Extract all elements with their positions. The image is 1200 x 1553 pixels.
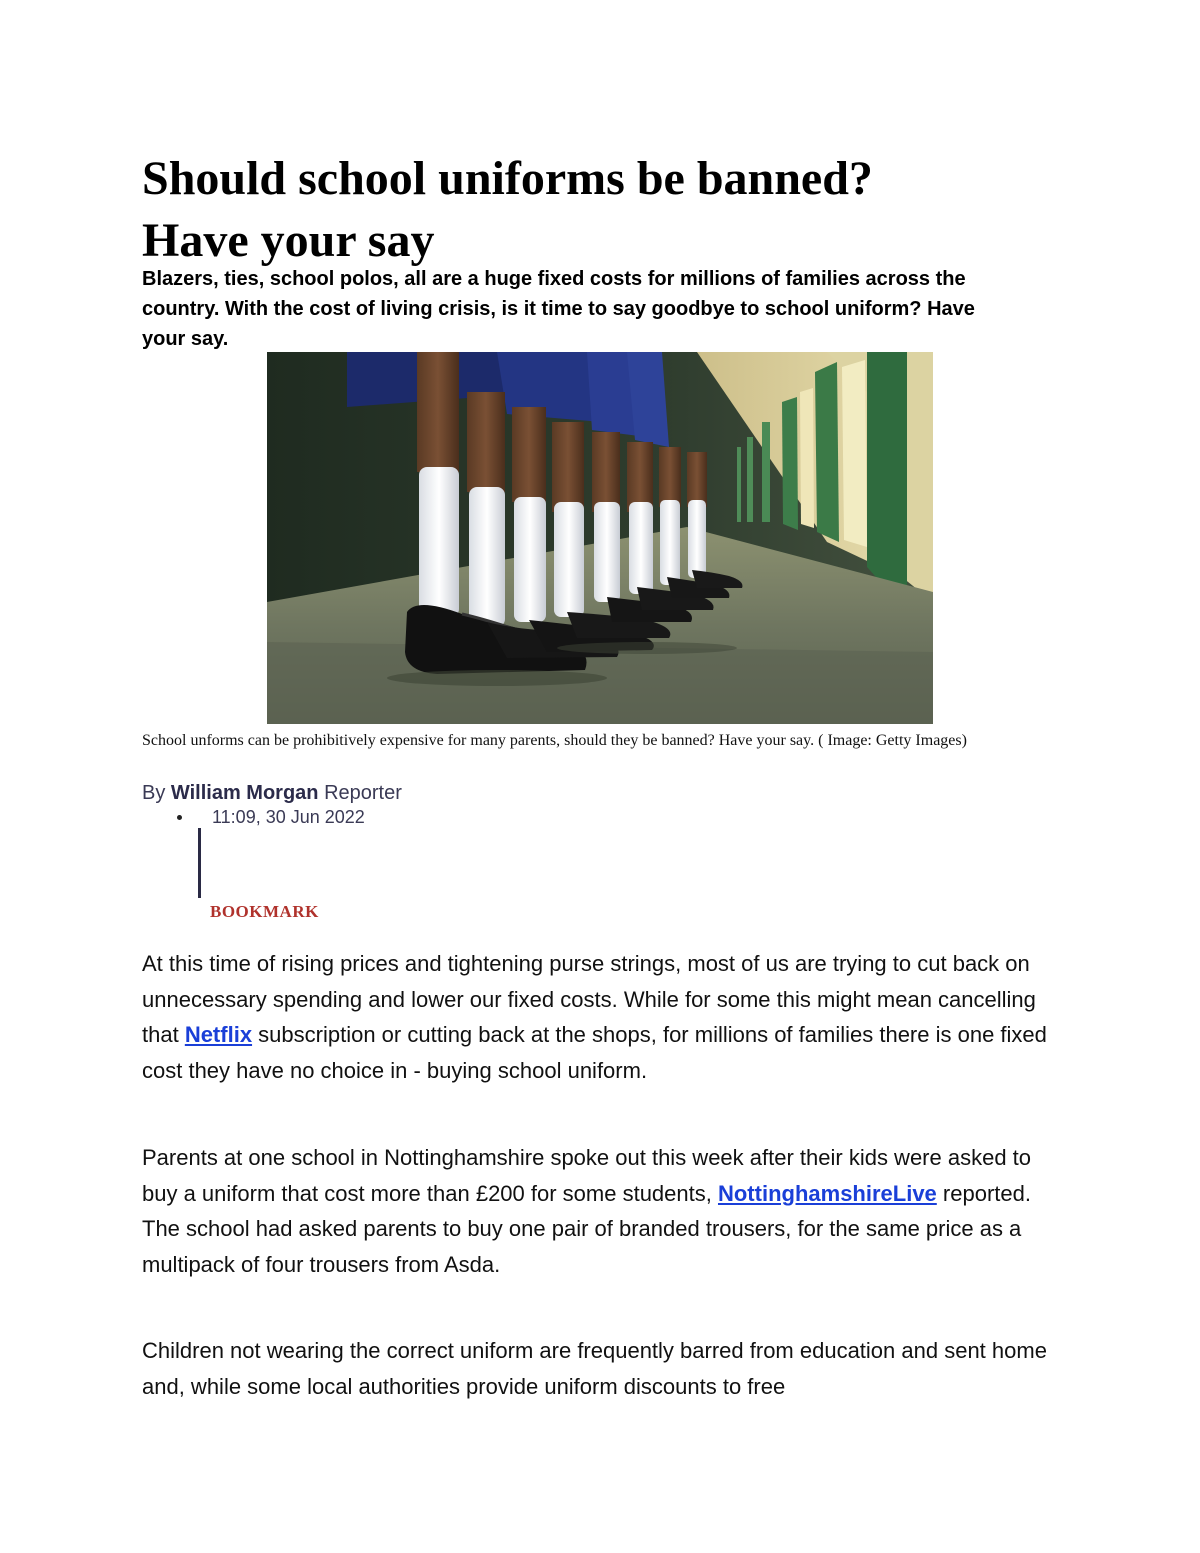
headline-line-2: Have your say xyxy=(142,214,435,267)
article-paragraph-2 xyxy=(142,1140,1067,1282)
byline-prefix: By xyxy=(142,782,166,804)
paragraph-1-text-before: At this time of rising prices and tightening purse strings, most of us are trying to cut back on unnecessary spending and lower our fixed costs. While for some this might mean cancelling that xyxy=(142,951,1036,1047)
article-standfirst: Blazers, ties, school polos, all are a huge fixed costs for millions of families across the country. With the cost of living crisis, is it time to say goodbye to school uniform? Have your say. xyxy=(142,268,975,350)
image-caption: School unforms can be prohibitively expensive for many parents, should they be banned? Have your say. ( Image: Getty Images) xyxy=(142,732,967,749)
article-headline xyxy=(142,148,1072,272)
byline xyxy=(142,780,402,806)
divider xyxy=(198,828,201,898)
bookmark-button[interactable]: BOOKMARK xyxy=(210,902,319,921)
timestamp: 11:09, 30 Jun 2022 xyxy=(212,807,365,827)
bullet-icon xyxy=(177,815,182,820)
author-role: Reporter xyxy=(324,782,402,804)
article-photo xyxy=(267,352,933,724)
article-paragraph-3: Children not wearing the correct uniform are frequently barred from education and sent home and, while some local authorities provide uniform discounts to free xyxy=(142,1338,1047,1399)
article-paragraph-1 xyxy=(142,946,1067,1088)
paragraph-1-text-after: subscription or cutting back at the shops, for millions of families there is one fixed cost they have no choice in - buying school uniform. xyxy=(142,1022,1047,1083)
paragraph-2-text-before: Parents at one school in Nottinghamshire spoke out this week after their kids were asked to buy a uniform that cost more than £200 for some students, xyxy=(142,1145,1032,1206)
paragraph-2-text-after: reported. The school had asked parents to buy one pair of branded trousers, for the same price as a multipack of four trousers from Asda. xyxy=(142,1180,1031,1277)
timestamp-item xyxy=(172,805,365,829)
netflix-link[interactable]: Netflix xyxy=(184,1022,253,1047)
article-meta xyxy=(172,805,365,829)
author-name[interactable]: William Morgan xyxy=(170,782,319,804)
nottinghamshirelive-link[interactable]: NottinghamshireLive xyxy=(717,1180,937,1206)
headline-line-1: Should school uniforms be banned? xyxy=(142,152,873,205)
